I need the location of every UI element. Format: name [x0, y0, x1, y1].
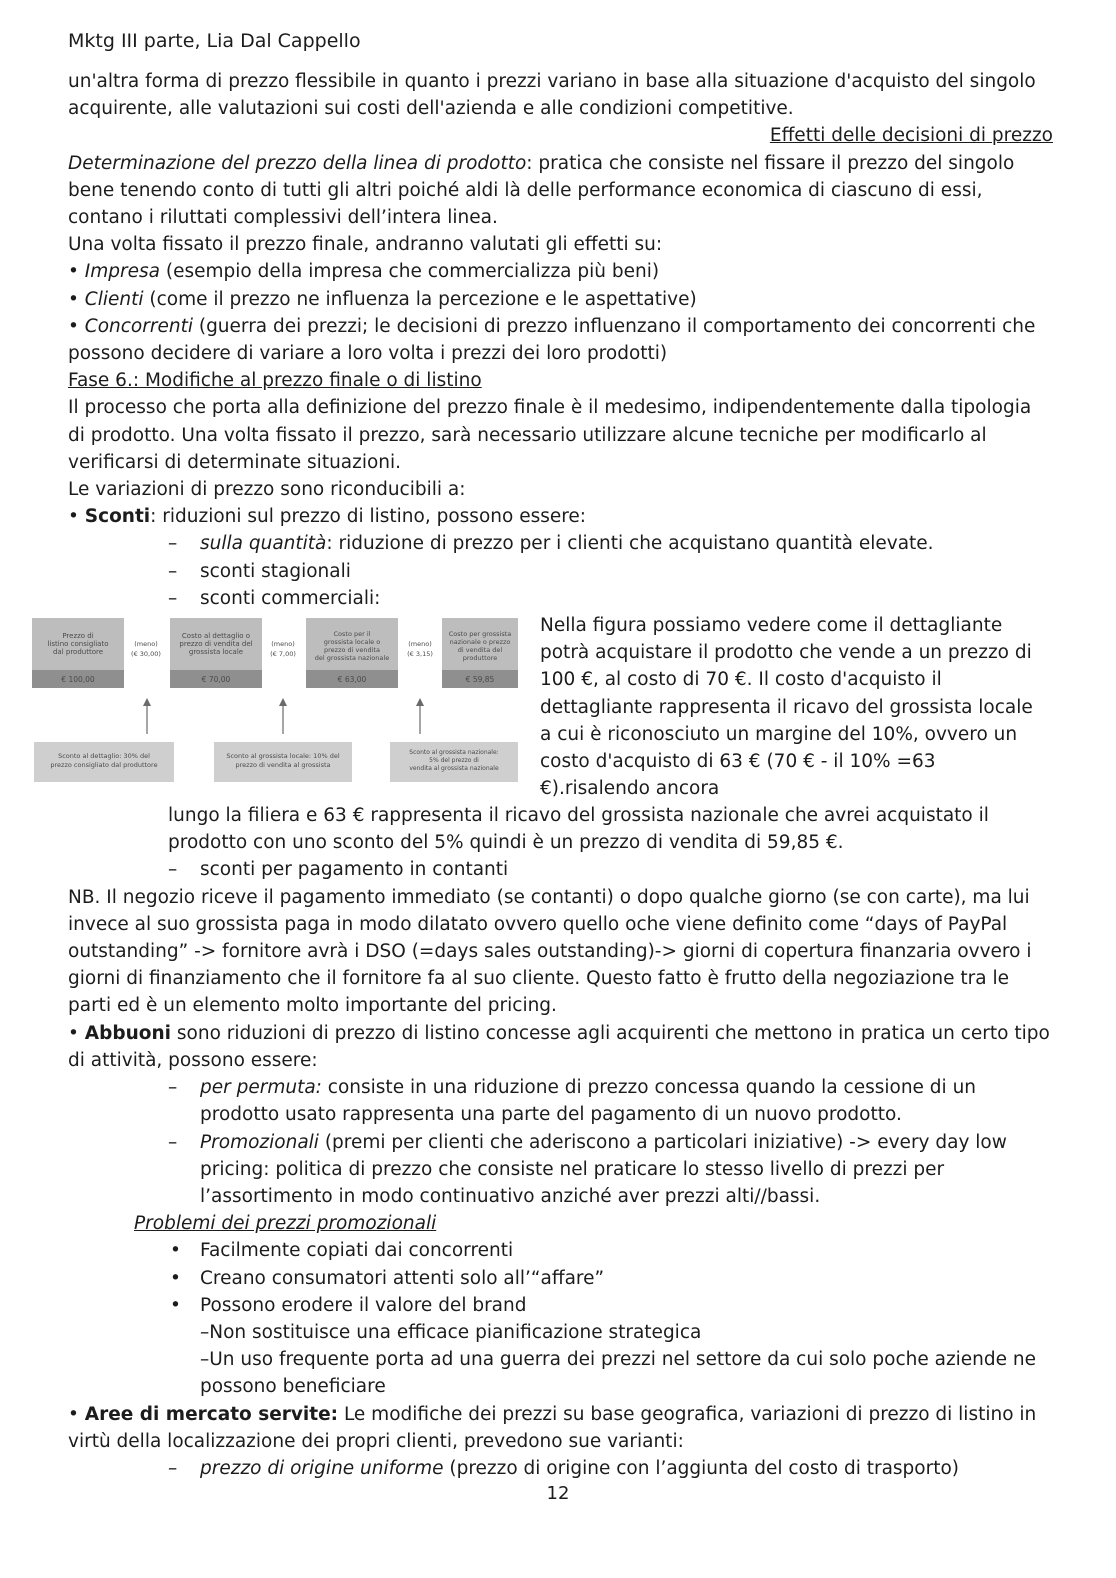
- effetti-intro: Una volta fissato il prezzo finale, andranno valutati gli effetti su:: [68, 234, 663, 256]
- problemi-subitem: –Non sostituisce una efficace pianificazione strategica: [200, 1321, 702, 1343]
- figure-explanation-continued: lungo la filiera e 63 € rappresenta il ricavo del grossista nazionale che avrei acquistato il prodotto con uno sconto del 5% quindi è un prezzo di vendita di 59,85 €.: [168, 805, 989, 854]
- figure-box-value: € 59,85: [465, 675, 495, 685]
- sconti-contanti: – sconti per pagamento in contanti: [68, 856, 1053, 883]
- effetti-item: • Impresa (esempio della impresa che commercializza più beni): [68, 261, 660, 283]
- sconti-item: • Sconti: riduzioni sul prezzo di listino, possono essere:: [68, 506, 587, 528]
- page-number: 12: [546, 1483, 570, 1504]
- figure-box-label: Prezzo di listino consigliato dal produttore: [47, 632, 109, 657]
- figure-meno-value: (€ 7,00): [270, 650, 296, 659]
- nb-paragraph: NB. Il negozio riceve il pagamento immediato (se contanti) o dopo qualche giorno (se con carte), ma lui invece al suo grossista paga in modo dilatato ovvero quello oche viene definito come “days of PayPal outstanding” -> fornitore avrà i DSO (=days sales outstanding)-> giorni di copertura finanzaria ovvero i giorni di finanziamento che il fornitore fa al suo cliente. Questo fatto è frutto della negoziazione tra le parti ed è un elemento molto importante del pricing.: [68, 886, 1032, 1017]
- section-heading-effetti: Effetti delle decisioni di prezzo: [769, 125, 1053, 147]
- abbuoni-promozionali: – Promozionali (premi per clienti che aderiscono a particolari iniziative) -> every day low pricing: politica di prezzo che consiste nel praticare lo stesso livello di prezzi per l’assortimento in modo continuativo anziché aver prezzi alti//bassi.: [68, 1129, 1053, 1211]
- figure-box-label: Costo per il grossista locale o prezzo di vendita del grossista nazionale: [314, 630, 390, 663]
- sconti-quantita: – sulla quantità: riduzione di prezzo per i clienti che acquistano quantità elevate.: [68, 530, 1053, 557]
- discount-chain-figure: [32, 616, 518, 792]
- page-header: Mktg III parte, Lia Dal Cappello: [68, 30, 361, 52]
- sconti-stagionali: – sconti stagionali: [68, 558, 1053, 585]
- abbuoni-permuta: – per permuta: consiste in una riduzione di prezzo concessa quando la cessione di un prodotto usato rappresenta una parte del pagamento di un nuovo prodotto.: [68, 1074, 1053, 1128]
- effetti-item: • Concorrenti (guerra dei prezzi; le decisioni di prezzo influenzano il comportamento dei concorrenti che possono decidere di variare a loro volta i prezzi dei loro prodotti): [68, 315, 1036, 365]
- aree-origine: – prezzo di origine uniforme (prezzo di origine con l’aggiunta del costo di trasporto): [68, 1455, 1053, 1482]
- figure-explanation: Nella figura possiamo vedere come il dettagliante potrà acquistare il prodotto che vende a un prezzo di 100 €, al costo di 70 €. Il costo d'acquisto il dettagliante rappresenta il ricavo del grossista locale a cui è riconosciuto un margine del 10%, ovvero un costo d'acquisto di 63 € (70 € - il 10% =63 €).risalendo ancora: [540, 615, 1033, 800]
- problemi-item: • Creano consumatori attenti solo all’“affare”: [68, 1265, 1053, 1292]
- figure-meno: (meno): [271, 640, 295, 649]
- variazioni-intro: Le variazioni di prezzo sono riconducibili a:: [68, 479, 466, 501]
- figure-meno: (meno): [134, 640, 158, 649]
- effetti-item: • Clienti (come il prezzo ne influenza la percezione e le aspettative): [68, 288, 697, 310]
- figure-row: [47, 612, 1053, 802]
- figure-box-label: Costo per grossista nazionale o prezzo di vendita del produttore: [448, 630, 512, 663]
- figure-box-value: € 70,00: [201, 675, 231, 685]
- linea-paragraph: Determinazione del prezzo della linea di prodotto: pratica che consiste nel fissare il prezzo del singolo bene tenendo conto di tutti gli altri poiché aldi là delle performance economica di ciascuno di essi, contano i riluttati complessivi dell’intera linea.: [68, 152, 1015, 229]
- intro-paragraph: un'altra forma di prezzo flessibile in quanto i prezzi variano in base alla situazione d'acquisto del singolo acquirente, alle valutazioni sui costi dell'azienda e alle condizioni competitive.: [68, 71, 1036, 120]
- aree-item: • Aree di mercato servite: Le modifiche dei prezzi su base geografica, variazioni di prezzo di listino in virtù della localizzazione dei propri clienti, prevedono sue varianti:: [68, 1403, 1037, 1452]
- page-content: [47, 68, 1053, 1482]
- figure-meno: (meno): [408, 640, 432, 649]
- figure-box-value: € 100,00: [61, 675, 95, 685]
- figure-box-value: € 63,00: [337, 675, 367, 685]
- fase6-paragraph: Il processo che porta alla definizione del prezzo finale è il medesimo, indipendentemente dalla tipologia di prodotto. Una volta fissato il prezzo, sarà necessario utilizzare alcune tecniche per modificarlo al verificarsi di determinate situazioni.: [68, 397, 1032, 473]
- sconti-commerciali: – sconti commerciali:: [68, 585, 1053, 612]
- abbuoni-item: • Abbuoni sono riduzioni di prezzo di listino concesse agli acquirenti che mettono in pratica un certo tipo di attività, possono essere:: [68, 1022, 1050, 1071]
- problemi-subitem: –Un uso frequente porta ad una guerra dei prezzi nel settore da cui solo poche aziende ne possono beneficiare: [200, 1349, 1037, 1398]
- figure-note: Sconto al dettaglio: 30% del prezzo consigliato dal produttore: [50, 752, 158, 770]
- figure-box-label: Costo al dettaglio o prezzo di vendita del grossista locale: [179, 632, 253, 657]
- problemi-heading: Problemi dei prezzi promozionali: [134, 1213, 437, 1235]
- problemi-item: • Facilmente copiati dai concorrenti: [68, 1237, 1053, 1264]
- fase6-heading: Fase 6.: Modifiche al prezzo finale o di listino: [68, 370, 482, 392]
- figure-note: Sconto al grossista locale: 10% del prezzo di vendita al grossista: [226, 752, 340, 770]
- figure-meno-value: (€ 3,15): [407, 650, 433, 659]
- problemi-item: • Possono erodere il valore del brand: [68, 1292, 1053, 1319]
- figure-meno-value: (€ 30,00): [131, 650, 161, 659]
- figure-note: Sconto al grossista nazionale: 5% del prezzo di vendita al grossista nazionale: [409, 749, 499, 773]
